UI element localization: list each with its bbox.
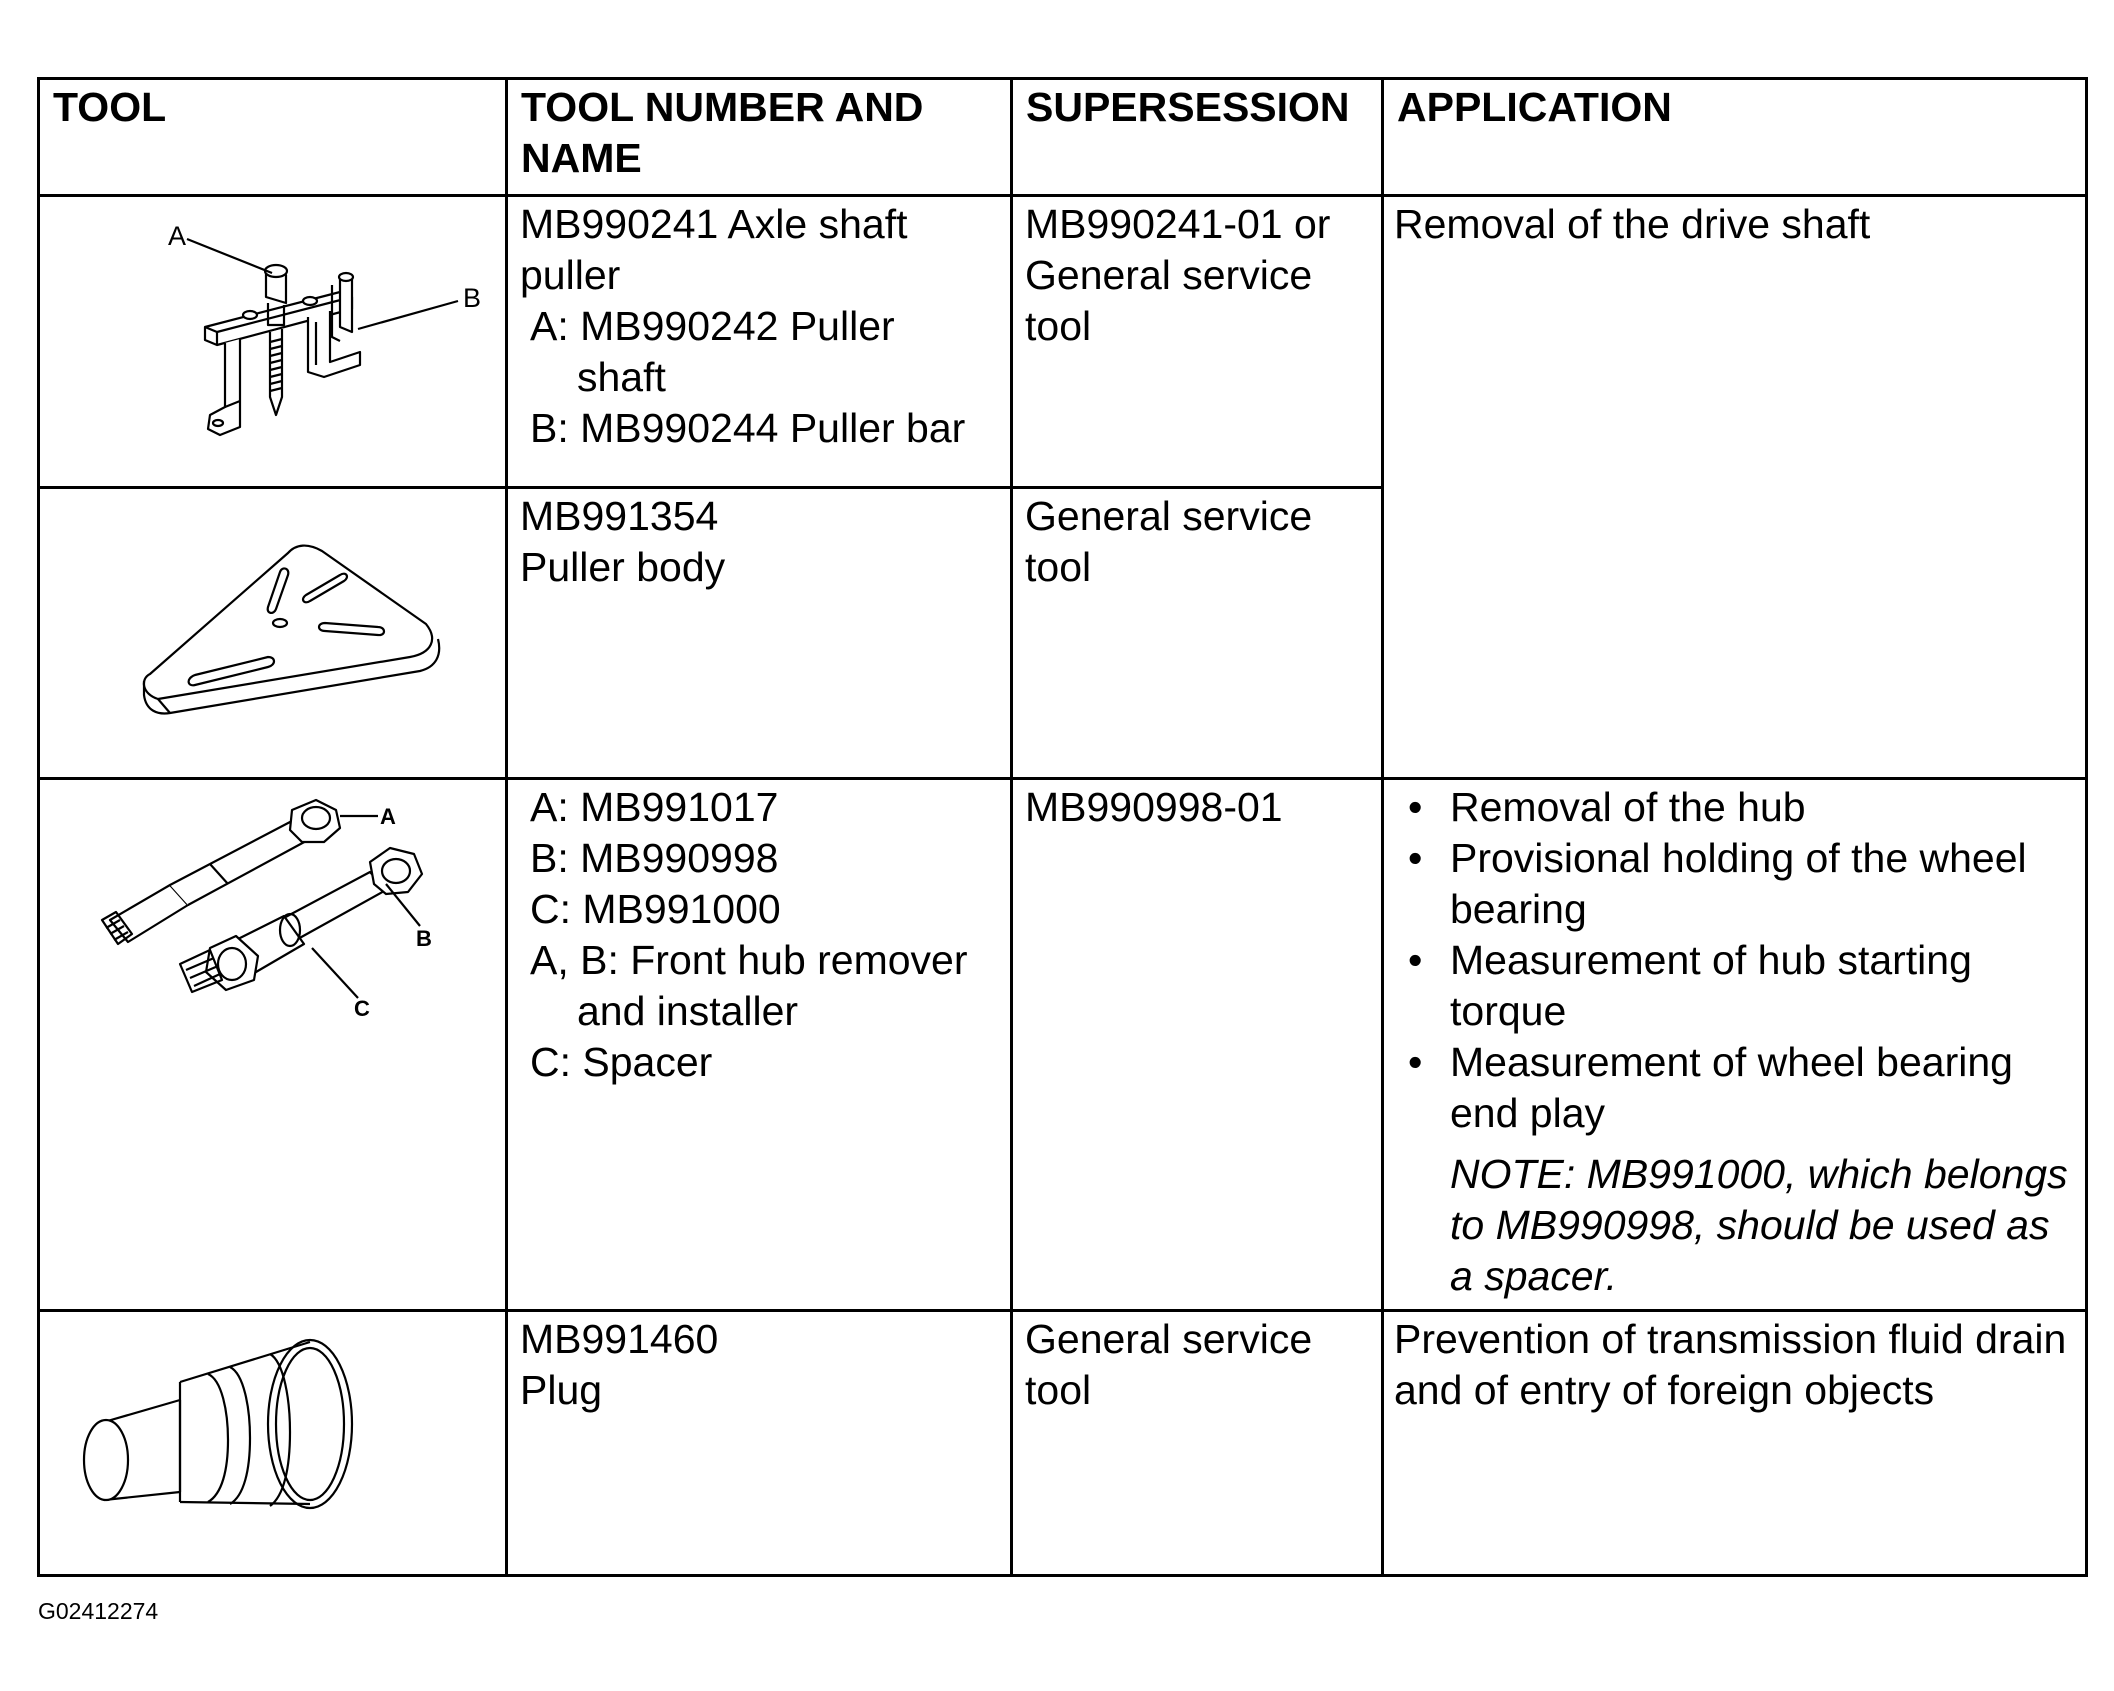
header-application: APPLICATION: [1383, 79, 2087, 196]
supersession-cell: [1012, 196, 1383, 488]
header-row: [39, 79, 2087, 196]
callout-c: C: [354, 996, 370, 1021]
tool-image-cell: [39, 488, 507, 779]
tool-part-a: A: MB991017: [530, 784, 779, 830]
application-text: Prevention of transmission fluid drain and of entry of foreign objects: [1394, 1316, 2067, 1413]
application-cell: [1383, 196, 2087, 779]
bullet-icon: •: [1408, 937, 1423, 983]
tool-number-line: MB991354: [520, 493, 719, 539]
tool-name-line: Plug: [520, 1367, 603, 1413]
list-item: • Removal of the hub: [1394, 782, 2077, 833]
tool-number-line: MB991460: [520, 1316, 719, 1362]
figure-code: G02412274: [38, 1598, 159, 1624]
front-hub-remover-installer-icon: [40, 780, 508, 1312]
bullet-icon: •: [1408, 1039, 1423, 1085]
tool-part-b: B: MB990998: [530, 835, 779, 881]
tool-number-cell: [507, 488, 1012, 779]
callout-a: A: [168, 221, 187, 251]
special-tools-table: [37, 77, 2088, 1577]
tool-part-a: A: MB990242 Puller: [530, 303, 895, 349]
tool-number-cell: [507, 779, 1012, 1311]
tool-part-a-cont: shaft: [577, 354, 666, 400]
tool-part-c-name: C: Spacer: [530, 1039, 713, 1085]
tool-name-line: A, B: Front hub remover: [530, 937, 968, 983]
puller-body-icon: [40, 489, 508, 780]
tool-part-b: B: MB990244 Puller bar: [530, 405, 966, 451]
list-item: • Measurement of wheel bearing end play: [1408, 1039, 2013, 1136]
callout-b: B: [416, 926, 432, 951]
supersession-cell: [1012, 488, 1383, 779]
callout-a: A: [380, 804, 396, 829]
tool-part-c: C: MB991000: [530, 886, 781, 932]
application-note: NOTE: MB991000, which belongs to MB990998, should be used as a spacer.: [1450, 1151, 2068, 1299]
list-item: • Measurement of hub starting torque: [1408, 937, 1972, 1034]
application-cell: [1383, 779, 2087, 1311]
supersession-line: General service: [1025, 1316, 1313, 1362]
tool-name-line-cont: and installer: [577, 988, 799, 1034]
tool-number-cell: [507, 196, 1012, 488]
application-text: Removal of the drive shaft: [1394, 201, 1871, 247]
header-supersession: SUPERSESSION: [1012, 79, 1383, 196]
tool-image-cell: [39, 196, 507, 488]
tool-image-cell: [39, 1311, 507, 1576]
application-list: [1394, 782, 2077, 1139]
bullet-icon: •: [1408, 835, 1423, 881]
table-row: [39, 779, 2087, 1311]
supersession-line: MB990998-01: [1025, 784, 1283, 830]
tool-number-line: puller: [520, 252, 621, 298]
bullet-icon: •: [1408, 784, 1423, 830]
table-row: [39, 196, 2087, 488]
supersession-cell: [1012, 1311, 1383, 1576]
application-cell: [1383, 1311, 2087, 1576]
supersession-line: tool: [1025, 544, 1092, 590]
table-row: [39, 1311, 2087, 1576]
tool-image-cell: [39, 779, 507, 1311]
callout-b: B: [463, 283, 482, 313]
supersession-line: tool: [1025, 1367, 1092, 1413]
supersession-line: General service: [1025, 493, 1313, 539]
header-tool: TOOL: [39, 79, 507, 196]
axle-shaft-puller-icon: [40, 197, 508, 489]
tool-name-line: Puller body: [520, 544, 726, 590]
list-item: • Provisional holding of the wheel bearing: [1408, 835, 2027, 932]
header-tool-number: TOOL NUMBER AND NAME: [507, 79, 1012, 196]
tool-number-line: MB990241 Axle shaft: [520, 201, 908, 247]
supersession-line: MB990241-01 or: [1025, 201, 1331, 247]
supersession-cell: [1012, 779, 1383, 1311]
tool-number-cell: [507, 1311, 1012, 1576]
plug-icon: [40, 1312, 508, 1577]
supersession-line: tool: [1025, 303, 1092, 349]
supersession-line: General service: [1025, 252, 1313, 298]
